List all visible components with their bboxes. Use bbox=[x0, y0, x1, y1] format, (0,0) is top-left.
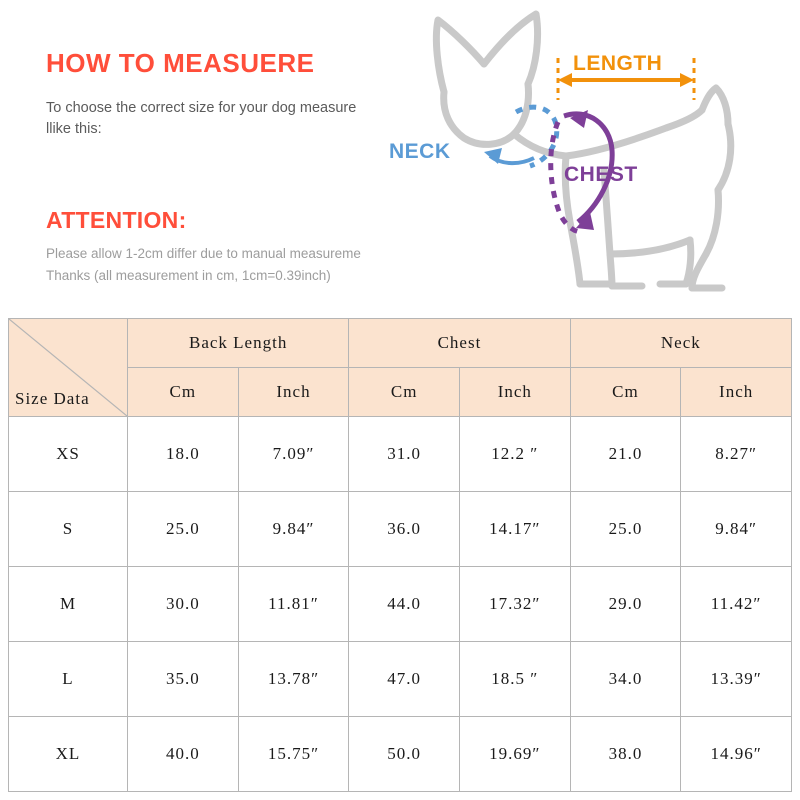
unit-header-back-inch: Inch bbox=[238, 368, 349, 417]
cell-back-inch: 7.09″ bbox=[238, 417, 349, 492]
table-row bbox=[9, 417, 792, 492]
cell-size: L bbox=[9, 642, 128, 717]
attention-note bbox=[46, 243, 426, 287]
cell-size: XL bbox=[9, 717, 128, 792]
cell-back-cm: 40.0 bbox=[128, 717, 239, 792]
cell-back-inch: 11.81″ bbox=[238, 567, 349, 642]
length-label: LENGTH bbox=[573, 52, 663, 75]
cell-neck-cm: 34.0 bbox=[570, 642, 681, 717]
attention-title: ATTENTION: bbox=[46, 207, 187, 233]
cell-chest-inch: 12.2 ″ bbox=[459, 417, 570, 492]
unit-header-back-cm: Cm bbox=[128, 368, 239, 417]
cell-back-cm: 35.0 bbox=[128, 642, 239, 717]
cell-chest-cm: 31.0 bbox=[349, 417, 460, 492]
group-header-back-length: Back Length bbox=[128, 319, 349, 368]
subtitle-text: To choose the correct size for your dog measure llike this: bbox=[46, 100, 357, 137]
table-row bbox=[9, 642, 792, 717]
cell-size: M bbox=[9, 567, 128, 642]
cell-back-inch: 15.75″ bbox=[238, 717, 349, 792]
unit-header-neck-cm: Cm bbox=[570, 368, 681, 417]
cell-chest-cm: 44.0 bbox=[349, 567, 460, 642]
cell-chest-cm: 36.0 bbox=[349, 492, 460, 567]
cell-chest-cm: 47.0 bbox=[349, 642, 460, 717]
cell-neck-inch: 11.42″ bbox=[681, 567, 792, 642]
cell-back-inch: 9.84″ bbox=[238, 492, 349, 567]
cell-neck-cm: 21.0 bbox=[570, 417, 681, 492]
table-row bbox=[9, 717, 792, 792]
cell-chest-inch: 17.32″ bbox=[459, 567, 570, 642]
cell-neck-cm: 38.0 bbox=[570, 717, 681, 792]
table-row bbox=[9, 492, 792, 567]
cell-back-cm: 30.0 bbox=[128, 567, 239, 642]
size-table bbox=[8, 318, 792, 792]
table-row bbox=[9, 567, 792, 642]
cell-size: S bbox=[9, 492, 128, 567]
attention-note-line-1: Please allow 1-2cm differ due to manual measureme bbox=[46, 246, 361, 261]
corner-size-data-cell bbox=[9, 319, 128, 417]
cell-chest-inch: 19.69″ bbox=[459, 717, 570, 792]
cell-chest-inch: 18.5 ″ bbox=[459, 642, 570, 717]
cell-size: XS bbox=[9, 417, 128, 492]
cell-neck-inch: 8.27″ bbox=[681, 417, 792, 492]
cell-back-inch: 13.78″ bbox=[238, 642, 349, 717]
group-header-neck: Neck bbox=[570, 319, 791, 368]
page-title: HOW TO MEASUERE bbox=[46, 48, 315, 78]
cell-back-cm: 25.0 bbox=[128, 492, 239, 567]
cell-chest-cm: 50.0 bbox=[349, 717, 460, 792]
cell-neck-inch: 14.96″ bbox=[681, 717, 792, 792]
chest-label: CHEST bbox=[564, 163, 638, 186]
dog-diagram bbox=[389, 0, 800, 318]
neck-label: NECK bbox=[389, 140, 451, 163]
dog-illustration-icon bbox=[398, 0, 800, 318]
cell-chest-inch: 14.17″ bbox=[459, 492, 570, 567]
info-section bbox=[0, 0, 800, 318]
cell-back-cm: 18.0 bbox=[128, 417, 239, 492]
cell-neck-inch: 13.39″ bbox=[681, 642, 792, 717]
table-header-groups bbox=[9, 319, 792, 368]
cell-neck-cm: 25.0 bbox=[570, 492, 681, 567]
corner-label: Size Data bbox=[15, 389, 90, 408]
unit-header-neck-inch: Inch bbox=[681, 368, 792, 417]
group-header-chest: Chest bbox=[349, 319, 570, 368]
unit-header-chest-inch: Inch bbox=[459, 368, 570, 417]
unit-header-chest-cm: Cm bbox=[349, 368, 460, 417]
size-table-container bbox=[8, 318, 792, 792]
attention-note-line-2: Thanks (all measurement in cm, 1cm=0.39inch) bbox=[46, 268, 331, 283]
cell-neck-inch: 9.84″ bbox=[681, 492, 792, 567]
cell-neck-cm: 29.0 bbox=[570, 567, 681, 642]
